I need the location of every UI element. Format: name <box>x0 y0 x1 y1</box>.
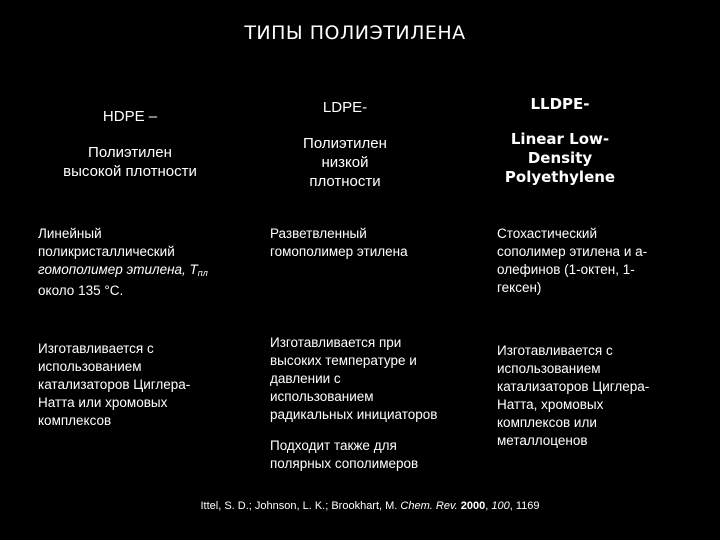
reference-pages: , 1169 <box>509 500 540 512</box>
ldpe-synthesis <box>270 334 485 424</box>
ldpe-synthesis-line: радикальных инициаторов <box>270 407 438 422</box>
hdpe-description-line: Полиэтилен <box>88 144 172 161</box>
hdpe-name: HDPE – <box>102 108 158 125</box>
ldpe-structure <box>270 225 485 261</box>
lldpe-synthesis <box>497 342 712 450</box>
ldpe-note-line: полярных сополимеров <box>270 456 419 471</box>
hdpe-description-line: высокой плотности <box>63 163 197 180</box>
lldpe-description-line: Linear Low- <box>510 130 610 148</box>
reference-journal: Chem. Rev. <box>400 500 458 512</box>
lldpe-structure-line: гексен) <box>497 280 542 295</box>
lldpe-synthesis-line: металлоценов <box>497 433 588 448</box>
lldpe-synthesis-line: Изготавливается с <box>497 343 613 358</box>
ldpe-synthesis-line: Изготавливается при <box>270 335 402 350</box>
hdpe-synthesis <box>38 340 253 430</box>
hdpe-synthesis-line: использованием <box>38 359 142 374</box>
lldpe-structure-line: сополимер этилена и a- <box>497 244 648 259</box>
lldpe-synthesis-line: комплексов или <box>497 415 597 430</box>
ldpe-synthesis-line: давлении с <box>270 371 341 386</box>
hdpe-structure-line: Линейный <box>38 226 102 241</box>
lldpe-description-line: Polyethylene <box>504 168 616 186</box>
ldpe-synthesis-line: использованием <box>270 389 374 404</box>
melting-temp-subscript: пл <box>197 268 208 278</box>
ldpe-structure-line: Разветвленный <box>270 226 367 241</box>
lldpe-description <box>475 130 645 187</box>
ldpe-description-line: Полиэтилен <box>303 135 387 152</box>
melting-temp-label: гомополимер этилена, T <box>38 262 198 277</box>
ldpe-description-line: низкой <box>321 154 369 171</box>
ldpe-structure-line: гомополимер этилена <box>270 244 408 259</box>
ldpe-note <box>270 437 485 473</box>
lldpe-structure <box>497 225 712 297</box>
hdpe-structure <box>38 225 253 300</box>
ldpe-note-line: Подходит также для <box>270 438 397 453</box>
reference-volume: 100 <box>491 500 510 512</box>
page-title: ТИПЫ ПОЛИЭТИЛЕНА <box>244 22 466 44</box>
lldpe-structure-line: олефинов (1-октен, 1- <box>497 262 635 277</box>
lldpe-synthesis-line: катализаторов Циглера- <box>497 379 650 394</box>
hdpe-synthesis-line: Изготавливается с <box>38 341 154 356</box>
hdpe-synthesis-line: Натта или хромовых <box>38 395 168 410</box>
lldpe-description-line: Density <box>527 149 593 167</box>
hdpe-synthesis-line: катализаторов Циглера- <box>38 377 191 392</box>
hdpe-description <box>30 143 230 181</box>
ldpe-name: LDPE- <box>322 99 368 116</box>
reference-year: 2000 <box>460 500 486 512</box>
lldpe-synthesis-line: использованием <box>497 361 601 376</box>
ldpe-synthesis-line: высоких температуре и <box>270 353 417 368</box>
hdpe-structure-line: поликристаллический <box>38 244 175 259</box>
reference-citation: Ittel, S. D.; Johnson, L. K.; Brookhart, M. Chem. Rev. 2000, 100, 1169 <box>200 500 540 512</box>
hdpe-structure-line: около 135 °C. <box>38 283 124 298</box>
lldpe-synthesis-line: Натта, хромовых <box>497 397 604 412</box>
hdpe-synthesis-line: комплексов <box>38 413 112 428</box>
ldpe-description <box>255 134 435 191</box>
lldpe-structure-line: Стохастический <box>497 226 597 241</box>
lldpe-name: LLDPE- <box>530 95 590 113</box>
hdpe-structure-line <box>38 261 253 282</box>
ldpe-description-line: плотности <box>309 173 381 190</box>
reference-authors: Ittel, S. D.; Johnson, L. K.; Brookhart, M. <box>200 500 401 512</box>
